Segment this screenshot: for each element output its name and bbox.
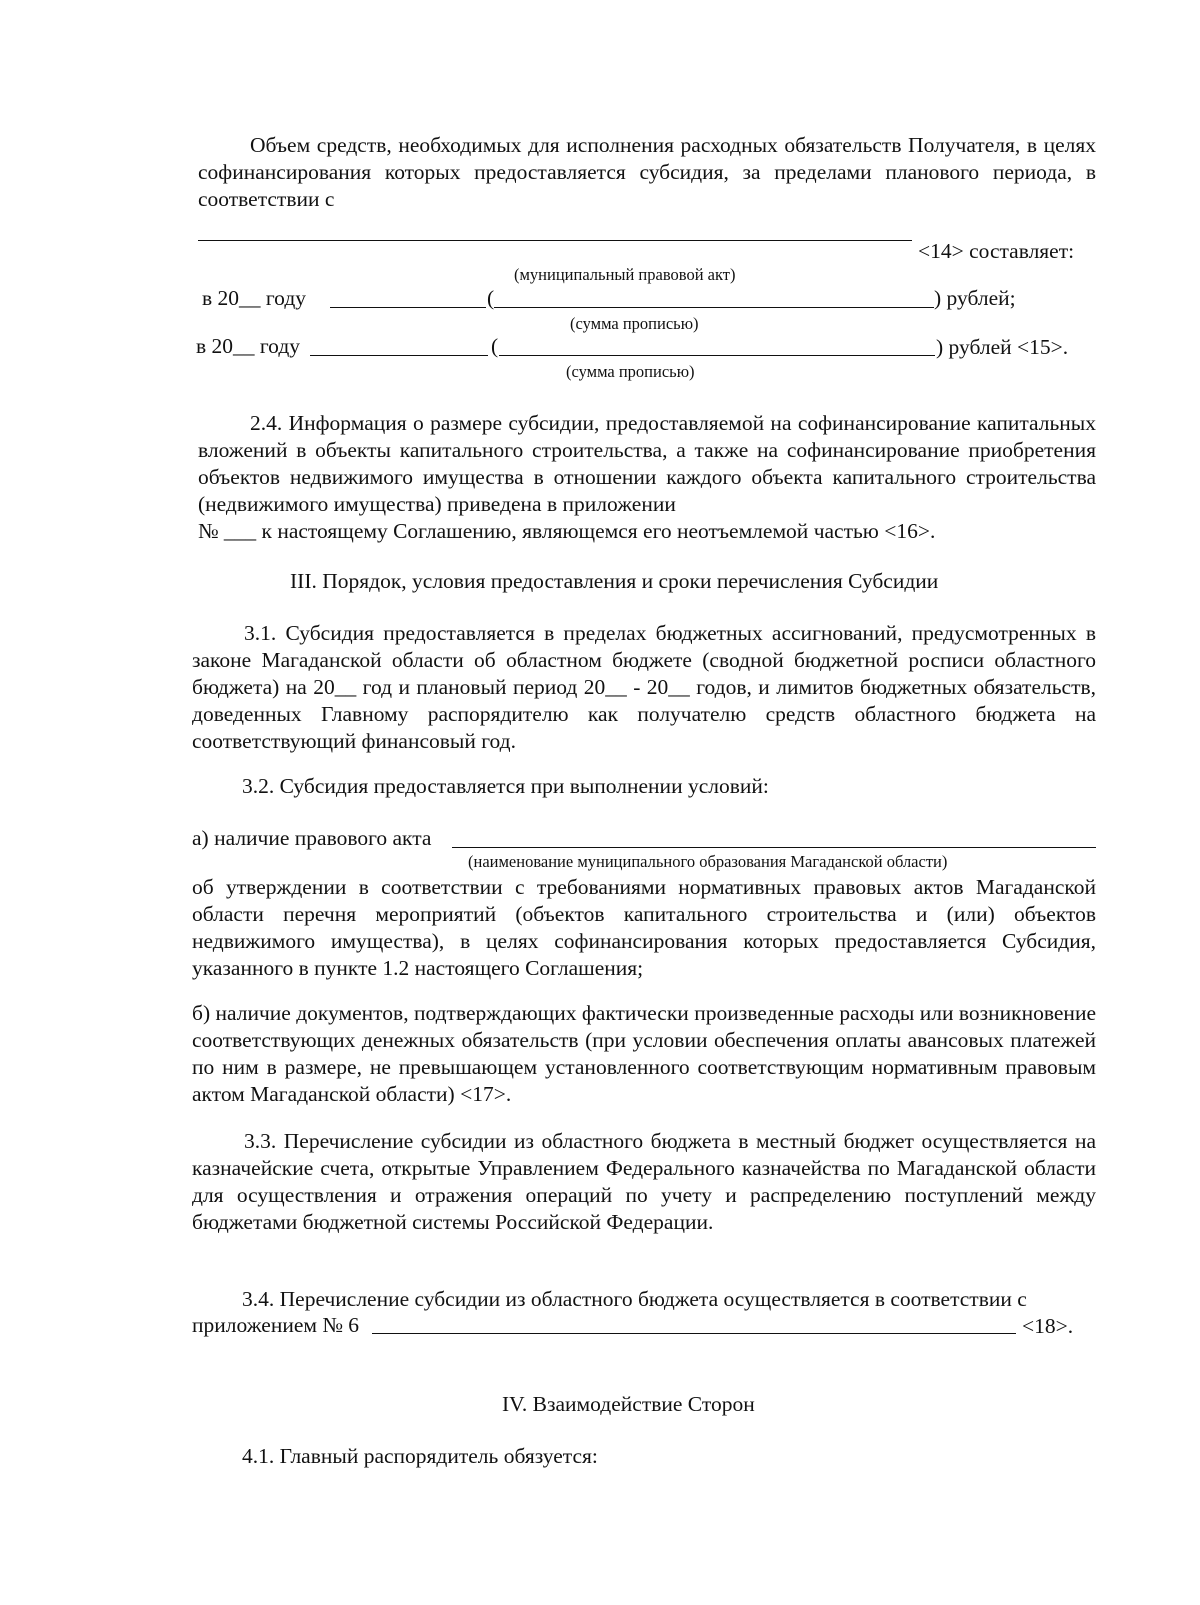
- year-label-2: в 20__ году: [196, 334, 301, 358]
- paragraph-4-1: 4.1. Главный распорядитель обязуется:: [242, 1444, 598, 1468]
- appendix-line: [372, 1333, 1016, 1334]
- caption-municipal-act: (муниципальный правовой акт): [514, 265, 736, 284]
- amount-line-1: [330, 307, 486, 308]
- condition-b-text: б) наличие документов, подтверждающих фактически произведенные расходы или возникновение соответствующих денежных обязательств (при условии обеспечения оплаты авансовых платежей по ним в размере, не превышающем установленного соответствующим нормативным правовым актом Магаданской области) <17>.: [192, 1001, 1096, 1106]
- amount-line-2: [310, 355, 488, 356]
- paragraph-3-3: [192, 1128, 1096, 1236]
- caption-sum-2: (сумма прописью): [566, 362, 695, 381]
- condition-a-label: а) наличие правового акта: [192, 826, 432, 850]
- paragraph-2-4: [198, 410, 1096, 545]
- open-paren-2: (: [491, 334, 499, 358]
- paragraph-2-4-text: 2.4. Информация о размере субсидии, предоставляемой на софинансирование капитальных вложений в объекты капитального строительства, а также на софинансирование приобретения объектов недвижимого имущества в отношении каждого объекта капитального строительства (недвижимого имущества) приведена в приложении: [198, 411, 1096, 516]
- row2-suffix: ) рублей <15>.: [936, 335, 1069, 359]
- act-suffix: <14> составляет:: [918, 239, 1075, 263]
- volume-text: Объем средств, необходимых для исполнения расходных обязательств Получателя, в целях софинансирования которых предоставляется субсидия, за пределами планового периода, в соответствии с: [198, 133, 1096, 211]
- section-heading-3: III. Порядок, условия предоставления и сроки перечисления Субсидии: [290, 569, 939, 593]
- legal-act-line: [452, 847, 1096, 848]
- condition-b-paragraph: [192, 1000, 1096, 1108]
- caption-sum-1: (сумма прописью): [570, 314, 699, 333]
- words-line-2: [499, 355, 935, 356]
- condition-a-paragraph: [192, 874, 1096, 982]
- volume-paragraph: [198, 132, 1096, 213]
- paragraph-3-4-text: 3.4. Перечисление субсидии из областного бюджета осуществляется в соответствии с: [242, 1287, 1027, 1311]
- year-label-1: в 20__ году: [202, 286, 307, 310]
- caption-municipality: (наименование муниципального образования Магаданской области): [468, 852, 948, 871]
- paragraph-3-1-text: 3.1. Субсидия предоставляется в пределах бюджетных ассигнований, предусмотренных в законе Магаданской области об областном бюджете (сводной бюджетной росписи областного бюджета) на 20__ год и плановый период 20__ - 20__ годов, и лимитов бюджетных обязательств, доведенных Главному распорядителю как получателю средств областного бюджета на соответствующий финансовый год.: [192, 621, 1096, 753]
- paragraph-2-4-tail: № ___ к настоящему Соглашению, являющемся его неотъемлемой частью <16>.: [198, 519, 936, 543]
- open-paren-1: (: [487, 286, 495, 310]
- paragraph-3-2: 3.2. Субсидия предоставляется при выполнении условий:: [242, 774, 769, 798]
- paragraph-3-4-label: приложением № 6: [192, 1313, 359, 1337]
- paragraph-3-4-suffix: <18>.: [1022, 1314, 1074, 1338]
- row1-suffix: ) рублей;: [934, 286, 1016, 310]
- words-line-1: [494, 307, 934, 308]
- condition-a-text: об утверждении в соответствии с требованиями нормативных правовых актов Магаданской области перечня мероприятий (объектов капитального строительства и (или) объектов недвижимого имущества), в целях софинансирования которых предоставляется Субсидия, указанного в пункте 1.2 настоящего Соглашения;: [192, 875, 1096, 980]
- section-heading-4: IV. Взаимодействие Сторон: [502, 1392, 755, 1416]
- paragraph-3-3-text: 3.3. Перечисление субсидии из областного бюджета в местный бюджет осуществляется на казначейские счета, открытые Управлением Федерального казначейства по Магаданской области для осуществления и отражения операций по учету и распределению поступлений между бюджетами бюджетной системы Российской Федерации.: [192, 1129, 1096, 1234]
- paragraph-3-1: [192, 620, 1096, 755]
- municipal-act-line: [198, 240, 912, 241]
